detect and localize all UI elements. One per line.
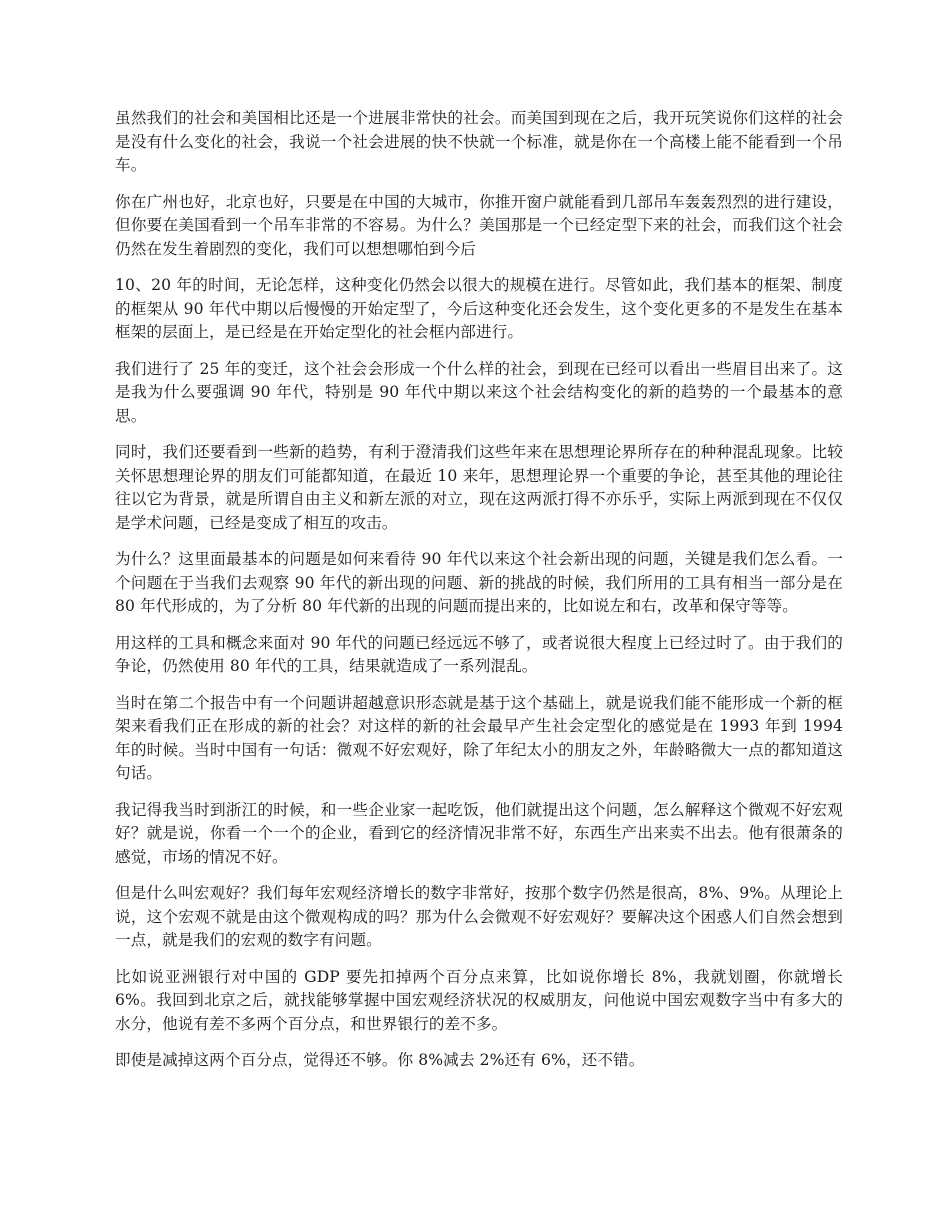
- paragraph: 同时，我们还要看到一些新的趋势，有利于澄清我们这些年来在思想理论界所存在的种种混乱现象。比较关怀思想理论界的朋友们可能都知道，在最近 10 来年，思想理论界一个重要的争论，甚至其他的理论往往以它为背景，就是所谓自由主义和新左派的对立，现在这两派打得不亦乐乎，实际上两派到现在不仅仅是学术问题，已经是变成了相互的攻击。: [115, 443, 843, 532]
- paragraph: 但是什么叫宏观好？我们每年宏观经济增长的数字非常好，按那个数字仍然是很高，8%、9%。从理论上说，这个宏观不就是由这个微观构成的吗？那为什么会微观不好宏观好？要解决这个困惑人们自然会想到一点，就是我们的宏观的数字有问题。: [115, 884, 843, 949]
- paragraph: 即使是减掉这两个百分点，觉得还不够。你 8%减去 2%还有 6%，还不错。: [115, 1051, 645, 1069]
- paragraph: 当时在第二个报告中有一个问题讲超越意识形态就是基于这个基础上，就是说我们能不能形成一个新的框架来看我们正在形成的新的社会？对这样的新的社会最早产生社会定型化的感觉是在 1993 年到 1994 年的时候。当时中国有一句话：微观不好宏观好，除了年纪太小的朋友之外，年龄略微大一点的都知道这句话。: [115, 693, 843, 782]
- paragraph: 为什么？这里面最基本的问题是如何来看待 90 年代以来这个社会新出现的问题，关键是我们怎么看。一个问题在于当我们去观察 90 年代的新出现的问题、新的挑战的时候，我们所用的工具有相当一部分是在 80 年代形成的，为了分析 80 年代新的出现的问题而提出来的，比如说左和右，改革和保守等等。: [115, 550, 843, 615]
- paragraph: 虽然我们的社会和美国相比还是一个进展非常快的社会。而美国到现在之后，我开玩笑说你们这样的社会是没有什么变化的社会，我说一个社会进展的快不快就一个标准，就是你在一个高楼上能不能看到一个吊车。: [115, 109, 843, 174]
- paragraph: 你在广州也好，北京也好，只要是在中国的大城市，你推开窗户就能看到几部吊车轰轰烈烈的进行建设，但你要在美国看到一个吊车非常的不容易。为什么？美国那是一个已经定型下来的社会，而我们这个社会仍然在发生着剧烈的变化，我们可以想想哪怕到今后: [115, 192, 843, 258]
- paragraph: 用这样的工具和概念来面对 90 年代的问题已经远远不够了，或者说很大程度上已经过时了。由于我们的争论，仍然使用 80 年代的工具，结果就造成了一系列混乱。: [115, 633, 843, 675]
- paragraph: 比如说亚洲银行对中国的 GDP 要先扣掉两个百分点来算，比如说你增长 8%，我就划圈，你就增长 6%。我回到北京之后，就找能够掌握中国宏观经济状况的权威朋友，问他说中国宏观数字当中有多大的水分，他说有差不多两个百分点，和世界银行的差不多。: [115, 967, 843, 1033]
- paragraph: 10、20 年的时间，无论怎样，这种变化仍然会以很大的规模在进行。尽管如此，我们基本的框架、制度的框架从 90 年代中期以后慢慢的开始定型了，今后这种变化还会发生，这个变化更多的不是发生在基本框架的层面上，是已经是在开始定型化的社会框内部进行。: [115, 276, 843, 341]
- paragraph: 我记得我当时到浙江的时候，和一些企业家一起吃饭，他们就提出这个问题，怎么解释这个微观不好宏观好？就是说，你看一个一个的企业，看到它的经济情况非常不好，东西生产出来卖不出去。他有很萧条的感觉，市场的情况不好。: [115, 800, 843, 866]
- paragraph: 我们进行了 25 年的变迁，这个社会会形成一个什么样的社会，到现在已经可以看出一些眉目出来了。这是我为什么要强调 90 年代，特别是 90 年代中期以来这个社会结构变化的新的趋势的一个最基本的意思。: [115, 359, 843, 425]
- document-body: [115, 107, 843, 1086]
